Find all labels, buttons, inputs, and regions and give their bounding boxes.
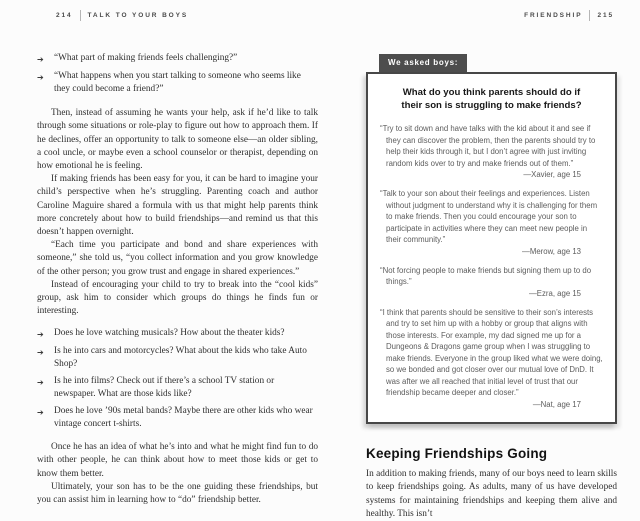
bullet-text: Is he into films? Check out if there’s a school TV station or newspaper. What are those kids like?	[54, 375, 275, 400]
quote-attribution: —Merow, age 13	[522, 246, 581, 256]
running-title-left: TALK TO YOUR BOYS	[87, 12, 189, 19]
list-item	[37, 345, 318, 371]
page-number-right: 215	[597, 12, 614, 19]
question-text: “What happens when you start talking to someone who seems like they could become a friend?”	[54, 70, 301, 94]
paragraph: Ultimately, your son has to be the one guiding these friendships, but you can assist him in learning how to “do” friendship better.	[37, 481, 318, 506]
body-paragraphs	[37, 107, 318, 318]
interest-bullets-list	[37, 327, 318, 431]
left-page	[37, 52, 318, 507]
we-asked-boys-callout	[366, 52, 617, 424]
quote-text: “Talk to your son about their feelings and experiences. Listen without judgment to understand why it is challenging for them to make friends. Then you could encourage your son to participate in activities where they can meet new people in their community.”	[380, 189, 598, 245]
arrow-bullet-icon: ➔	[37, 55, 44, 64]
list-item	[37, 70, 318, 96]
list-item	[37, 52, 318, 66]
section-body-paragraph: In addition to making friends, many of our boys need to learn skills to keep friendships going. As adults, many of us have developed systems for maintaining friendships and keeping them alive and healthy. This isn’t	[366, 468, 617, 519]
page-number-left: 214	[56, 12, 73, 19]
boy-quote	[380, 188, 603, 256]
callout-box	[366, 72, 617, 424]
quote-text: “I think that parents should be sensitive to their son’s interests and try to set him up with a hobby or group that aligns with those interests. For example, my dad signed me up for a Dungeons & Dragons game group when I was struggling to make friends. Everyone in the group liked what we were doing, so we bonded and got closer over our mutual love of DnD. It was after we all reached that initial level of trust that our friendship became deeper and closer.”	[380, 307, 603, 398]
opening-questions-list	[37, 52, 318, 96]
quotes-list	[380, 123, 603, 409]
list-item	[37, 327, 318, 341]
bullet-text: Does he love watching musicals? How about the theater kids?	[54, 328, 285, 339]
quote-attribution: —Xavier, age 15	[523, 170, 581, 180]
header-divider	[589, 10, 590, 21]
question-text: “What part of making friends feels challenging?”	[54, 53, 238, 63]
header-divider	[80, 10, 81, 21]
arrow-bullet-icon: ➔	[37, 377, 44, 387]
bullet-text: Does he love ’90s metal bands? Maybe there are other kids who wear vintage concert t-shirts.	[54, 405, 313, 430]
quote-text: “Try to sit down and have talks with the kid about it and see if they can discover the problem, then the parents should try to help their kids through it, but I don’t agree with just inviting random kids over to try and make friends out of them.”	[380, 124, 596, 168]
running-head-left	[56, 10, 188, 21]
paragraph: Once he has an idea of what he’s into and what he might find fun to do with other people, he can think about how to meet those kids or get to know them better.	[37, 442, 318, 479]
quote-text: “Not forcing people to make friends but signing them up to do things.”	[380, 265, 592, 287]
section-heading: Keeping Friendships Going	[366, 445, 548, 461]
list-item	[37, 375, 318, 401]
paragraph: Then, instead of assuming he wants your help, ask if he’d like to talk through some situations or role-play to figure out how to approach them. If he declines, offer an opportunity to talk to someone else—an older sibling, a cool uncle, or maybe even a school counselor or therapist, depending on how emotional he is feeling.	[37, 108, 318, 171]
callout-question-title: What do you think parents should do if their son is struggling to make friends?	[401, 87, 582, 111]
boy-quote	[380, 265, 603, 298]
paragraph: “Each time you participate and bond and share experiences with someone,” she told us, “you collect information and you grow knowledge of the other person; you grow trust and engage in shared experiences.”	[37, 240, 318, 277]
bullet-text: Is he into cars and motorcycles? What about the kids who take Auto Shop?	[54, 346, 307, 370]
arrow-bullet-icon: ➔	[37, 407, 44, 417]
paragraph: Instead of encouraging your child to try to break into the “cool kids” group, ask him to consider which groups do things he finds fun or interesting.	[37, 279, 318, 317]
arrow-bullet-icon: ➔	[37, 72, 44, 82]
running-title-right: FRIENDSHIP	[524, 12, 583, 19]
callout-tab-label: We asked boys:	[379, 54, 467, 72]
paragraph: If making friends has been easy for you, it can be hard to imagine your child’s perspective when he’s struggling. Parenting coach and author Caroline Maguire shared a formula with us that might help parents think more concretely about how to build friendships—and remind us that this doesn’t happen overnight.	[37, 174, 318, 237]
quote-attribution: —Nat, age 17	[532, 399, 581, 409]
quote-attribution: —Ezra, age 15	[528, 288, 581, 298]
boy-quote	[380, 123, 603, 179]
closing-paragraphs	[37, 441, 318, 507]
list-item	[37, 405, 318, 431]
running-head-right	[524, 10, 614, 21]
boy-quote	[380, 307, 603, 409]
arrow-bullet-icon: ➔	[37, 348, 44, 358]
right-page	[366, 52, 617, 521]
arrow-bullet-icon: ➔	[37, 330, 44, 340]
